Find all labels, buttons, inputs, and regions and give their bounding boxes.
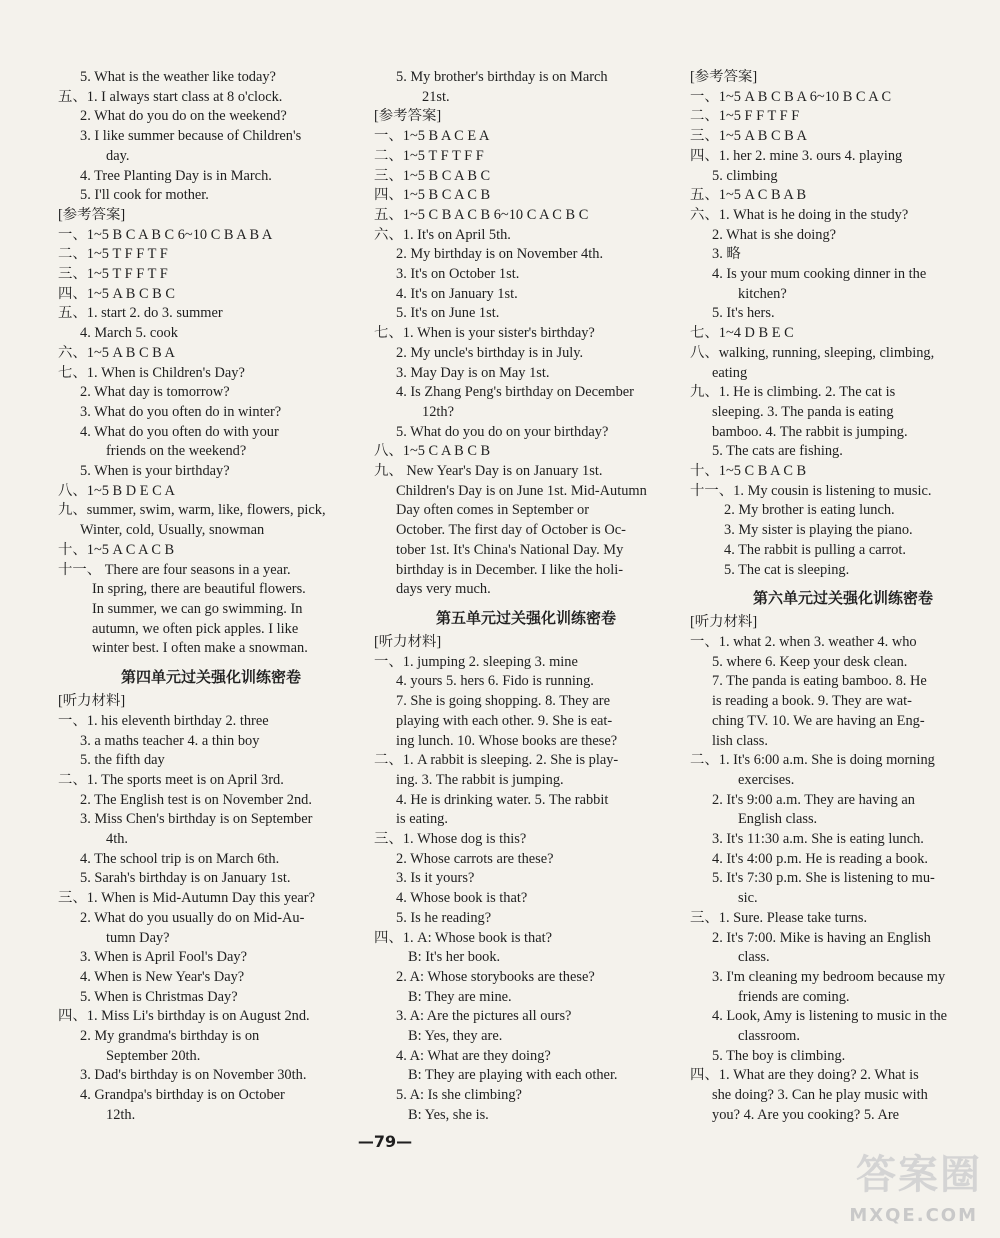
answer-line: [听力材料] xyxy=(690,614,758,631)
answer-line: autumn, we often pick apples. I like xyxy=(92,620,299,637)
answer-line: 4. March 5. cook xyxy=(80,325,178,342)
answer-line: Children's Day is on June 1st. Mid-Autumn xyxy=(396,482,647,499)
column-middle xyxy=(374,68,678,1126)
answer-line: 二、1~5 F F T F F xyxy=(690,108,800,125)
answer-line: 5. The boy is climbing. xyxy=(712,1047,846,1064)
answer-line: 4. Is your mum cooking dinner in the xyxy=(712,266,927,283)
answer-line: 4. Is Zhang Peng's birthday on December xyxy=(396,384,634,401)
answer-line: sic. xyxy=(738,890,758,907)
answer-line: 2. A: Whose storybooks are these? xyxy=(396,968,595,985)
answer-line: 12th. xyxy=(106,1106,136,1123)
answer-line: September 20th. xyxy=(106,1047,201,1064)
answer-line: 四、1. her 2. mine 3. ours 4. playing xyxy=(690,147,903,164)
answer-line: 七、1. When is your sister's birthday? xyxy=(374,325,595,342)
answer-line: 4. The school trip is on March 6th. xyxy=(80,850,280,867)
answer-line: 九、 New Year's Day is on January 1st. xyxy=(374,463,603,480)
answer-line: days very much. xyxy=(396,581,491,598)
answer-line: 5. Is he reading? xyxy=(396,909,492,926)
answer-line: bamboo. 4. The rabbit is jumping. xyxy=(712,423,908,440)
answer-line: 4th. xyxy=(106,831,128,848)
answer-line: 3. When is April Fool's Day? xyxy=(80,949,248,966)
answer-line: 4. It's on January 1st. xyxy=(396,285,518,302)
answer-line: ching TV. 10. We are having an Eng- xyxy=(712,712,925,729)
answer-line: 5. A: Is she climbing? xyxy=(396,1087,522,1104)
answer-line: 七、1. When is Children's Day? xyxy=(58,364,245,381)
answer-line: 八、1~5 B D E C A xyxy=(58,482,175,499)
answer-line: ing lunch. 10. Whose books are these? xyxy=(396,732,618,749)
answer-line: 7. She is going shopping. 8. They are xyxy=(396,693,610,710)
answer-line: 十、1~5 C B A C B xyxy=(690,463,807,480)
answer-line: 二、1~5 T F F T F xyxy=(58,246,168,263)
answer-line: 3. a maths teacher 4. a thin boy xyxy=(80,732,260,749)
answer-line: 二、1~5 T F T F F xyxy=(374,147,484,164)
answer-line: 4. It's 4:00 p.m. He is reading a book. xyxy=(712,850,929,867)
answer-line: 九、1. He is climbing. 2. The cat is xyxy=(690,384,896,401)
answer-line: 二、1. The sports meet is on April 3rd. xyxy=(58,771,284,788)
answer-line: 三、1~5 B C A B C xyxy=(374,167,491,184)
answer-line: 3. Dad's birthday is on November 30th. xyxy=(80,1067,307,1084)
answer-line: 2. What day is tomorrow? xyxy=(80,384,230,401)
answer-line: 4. When is New Year's Day? xyxy=(80,968,245,985)
answer-line: 3. A: Are the pictures all ours? xyxy=(396,1008,572,1025)
answer-line: lish class. xyxy=(712,732,768,749)
watermark xyxy=(802,1144,992,1234)
answer-line: 5. My brother's birthday is on March xyxy=(396,69,608,85)
answer-line: 2. My grandma's birthday is on xyxy=(80,1028,260,1045)
answer-line: 4. Whose book is that? xyxy=(396,890,528,907)
answer-line: 5. It's 7:30 p.m. She is listening to mu- xyxy=(712,870,935,887)
answer-line: 5. What is the weather like today? xyxy=(80,69,276,85)
answer-line: 四、1~5 B C A C B xyxy=(374,187,491,204)
answer-line: friends on the weekend? xyxy=(106,443,247,460)
answer-line: 3. It's 11:30 a.m. She is eating lunch. xyxy=(712,831,924,848)
answer-line: 十、1~5 A C A C B xyxy=(58,541,175,558)
answer-line: 5. When is your birthday? xyxy=(80,463,230,480)
answer-line: 五、1. I always start class at 8 o'clock. xyxy=(58,88,283,105)
answer-line: 一、1. his eleventh birthday 2. three xyxy=(58,712,269,729)
answer-line: 六、1~5 A B C B A xyxy=(58,344,175,361)
answer-line: 4. Look, Amy is listening to music in the xyxy=(712,1008,948,1025)
answer-line: 5. When is Christmas Day? xyxy=(80,988,238,1005)
answer-line: [参考答案] xyxy=(374,108,442,125)
answer-line: winter best. I often make a snowman. xyxy=(92,640,308,657)
watermark-site: MXQE.COM xyxy=(849,1205,978,1226)
answer-line: 4. A: What are they doing? xyxy=(396,1047,551,1064)
answer-line: kitchen? xyxy=(738,285,787,302)
answer-line: 3. My sister is playing the piano. xyxy=(724,522,913,539)
answer-line: 五、1~5 A C B A B xyxy=(690,187,807,204)
answer-line: 三、1~5 T F F T F xyxy=(58,266,168,283)
answer-line: 2. The English test is on November 2nd. xyxy=(80,791,312,808)
answer-line: B: It's her book. xyxy=(408,949,501,966)
answer-line: 2. My uncle's birthday is in July. xyxy=(396,344,584,361)
answer-line: birthday is in December. I like the holi- xyxy=(396,561,623,578)
answer-line: 5. the fifth day xyxy=(80,752,165,769)
answer-line: 3. May Day is on May 1st. xyxy=(396,364,550,381)
answer-line: 四、1~5 A B C B C xyxy=(58,285,175,302)
answer-line: 4. yours 5. hers 6. Fido is running. xyxy=(396,673,594,690)
watermark-logo: 答案圈 xyxy=(856,1152,982,1198)
answer-line: ing. 3. The rabbit is jumping. xyxy=(396,771,564,788)
answer-line: 5. The cat is sleeping. xyxy=(724,561,850,578)
answer-line: 五、1. start 2. do 3. summer xyxy=(58,305,223,322)
answer-line: 九、summer, swim, warm, like, flowers, pick, xyxy=(58,502,326,519)
answer-line: 2. What is she doing? xyxy=(712,226,837,243)
answer-line: 三、1. Whose dog is this? xyxy=(374,831,527,848)
answer-line: 三、1~5 A B C B A xyxy=(690,128,807,145)
answer-line: 六、1. It's on April 5th. xyxy=(374,226,511,243)
answer-line: 二、1. A rabbit is sleeping. 2. She is play- xyxy=(374,752,619,769)
answer-line: 5. climbing xyxy=(712,167,778,184)
answer-line: 4. Grandpa's birthday is on October xyxy=(80,1087,285,1104)
answer-line: 3. 略 xyxy=(712,246,741,263)
answer-line: October. The first day of October is Oc- xyxy=(396,522,626,539)
answer-line: 2. It's 9:00 a.m. They are having an xyxy=(712,791,915,808)
answer-line: 一、1~5 B C A B C 6~10 C B A B A xyxy=(58,226,273,243)
answer-line: 3. I like summer because of Children's xyxy=(80,128,302,145)
answer-line: 4. What do you often do with your xyxy=(80,423,279,440)
answer-line: sleeping. 3. The panda is eating xyxy=(712,403,894,420)
answer-line: 3. Is it yours? xyxy=(396,870,475,887)
answer-line: [听力材料] xyxy=(58,693,126,710)
answer-line: classroom. xyxy=(738,1028,800,1045)
page-number: —79— xyxy=(357,1132,413,1151)
section-title: 第五单元过关强化训练密卷 xyxy=(435,608,616,627)
answer-line: B: They are playing with each other. xyxy=(408,1067,618,1084)
answer-line: 5. It's hers. xyxy=(712,305,775,322)
answer-line: [参考答案] xyxy=(58,206,126,223)
column-left xyxy=(58,68,364,1126)
answer-line: 4. He is drinking water. 5. The rabbit xyxy=(396,791,609,808)
answer-line: 八、walking, running, sleeping, climbing, xyxy=(690,344,935,361)
answer-line: English class. xyxy=(738,811,818,828)
answer-line: 三、1. When is Mid-Autumn Day this year? xyxy=(58,890,315,907)
answer-line: 2. Whose carrots are these? xyxy=(396,850,554,867)
answer-line: 十一、 There are four seasons in a year. xyxy=(58,561,291,578)
answer-line: 六、1. What is he doing in the study? xyxy=(690,206,909,223)
answer-line: B: Yes, she is. xyxy=(408,1106,489,1123)
answer-line: 5. It's on June 1st. xyxy=(396,305,500,322)
answer-line: 4. The rabbit is pulling a carrot. xyxy=(724,541,906,558)
section-title: 第六单元过关强化训练密卷 xyxy=(752,589,933,608)
answer-line: 5. where 6. Keep your desk clean. xyxy=(712,653,908,670)
answer-line: 12th? xyxy=(422,403,454,420)
answer-line: Winter, cold, Usually, snowman xyxy=(80,522,265,539)
answer-line: 一、1~5 B A C E A xyxy=(374,128,490,145)
answer-line: 一、1. what 2. when 3. weather 4. who xyxy=(690,633,917,650)
answer-line: playing with each other. 9. She is eat- xyxy=(396,712,613,729)
answer-line: 3. I'm cleaning my bedroom because my xyxy=(712,968,946,985)
answer-line: 5. I'll cook for mother. xyxy=(80,187,209,204)
answer-line: is eating. xyxy=(396,811,448,828)
answer-line: 21st. xyxy=(422,88,450,105)
answer-line: 五、1~5 C B A C B 6~10 C A C B C xyxy=(374,206,589,223)
answer-line: 2. What do you usually do on Mid-Au- xyxy=(80,909,305,926)
answer-line: 2. My brother is eating lunch. xyxy=(724,502,895,519)
answer-line: B: Yes, they are. xyxy=(408,1028,503,1045)
answer-line: 4. Tree Planting Day is in March. xyxy=(80,167,272,184)
answer-line: 2. What do you do on the weekend? xyxy=(80,108,287,125)
answer-line: 5. What do you do on your birthday? xyxy=(396,423,609,440)
answer-line: day. xyxy=(106,147,130,164)
answer-line: 2. It's 7:00. Mike is having an English xyxy=(712,929,931,946)
answer-line: is reading a book. 9. They are wat- xyxy=(712,693,912,710)
answer-line: In spring, there are beautiful flowers. xyxy=(92,581,306,598)
answer-line: 三、1. Sure. Please take turns. xyxy=(690,909,868,926)
answer-line: eating xyxy=(712,364,748,381)
answer-line: 七、1~4 D B E C xyxy=(690,325,794,342)
answer-line: exercises. xyxy=(738,771,795,788)
answer-line: you? 4. Are you cooking? 5. Are xyxy=(712,1106,900,1123)
answer-line: 5. Sarah's birthday is on January 1st. xyxy=(80,870,291,887)
answer-line: In summer, we can go swimming. In xyxy=(92,600,303,617)
answer-line: 3. Miss Chen's birthday is on September xyxy=(80,811,313,828)
answer-line: 十一、1. My cousin is listening to music. xyxy=(690,482,932,499)
answer-line: 3. It's on October 1st. xyxy=(396,266,520,283)
column-right xyxy=(690,68,996,1126)
answer-line: 四、1. Miss Li's birthday is on August 2nd. xyxy=(58,1008,310,1025)
answer-line: Day often comes in September or xyxy=(396,502,590,519)
answer-line: 2. My birthday is on November 4th. xyxy=(396,246,604,263)
answer-line: [参考答案] xyxy=(690,69,758,85)
answer-line: [听力材料] xyxy=(374,633,442,650)
section-title: 第四单元过关强化训练密卷 xyxy=(120,668,301,687)
answer-line: 一、1. jumping 2. sleeping 3. mine xyxy=(374,653,578,670)
answer-line: friends are coming. xyxy=(738,988,850,1005)
answer-line: 二、1. It's 6:00 a.m. She is doing morning xyxy=(690,752,935,769)
answer-line: B: They are mine. xyxy=(408,988,512,1005)
answer-line: 7. The panda is eating bamboo. 8. He xyxy=(712,673,927,690)
answer-line: tumn Day? xyxy=(106,929,170,946)
answer-line: 八、1~5 C A B C B xyxy=(374,443,491,460)
answer-line: 一、1~5 A B C B A 6~10 B C A C xyxy=(690,88,892,105)
answer-line: 四、1. A: Whose book is that? xyxy=(374,929,552,946)
answer-line: tober 1st. It's China's National Day. My xyxy=(396,541,624,558)
answer-line: class. xyxy=(738,949,770,966)
answer-line: 四、1. What are they doing? 2. What is xyxy=(690,1067,919,1084)
answer-line: 3. What do you often do in winter? xyxy=(80,403,282,420)
answer-line: 5. The cats are fishing. xyxy=(712,443,843,460)
answer-line: she doing? 3. Can he play music with xyxy=(712,1087,928,1104)
